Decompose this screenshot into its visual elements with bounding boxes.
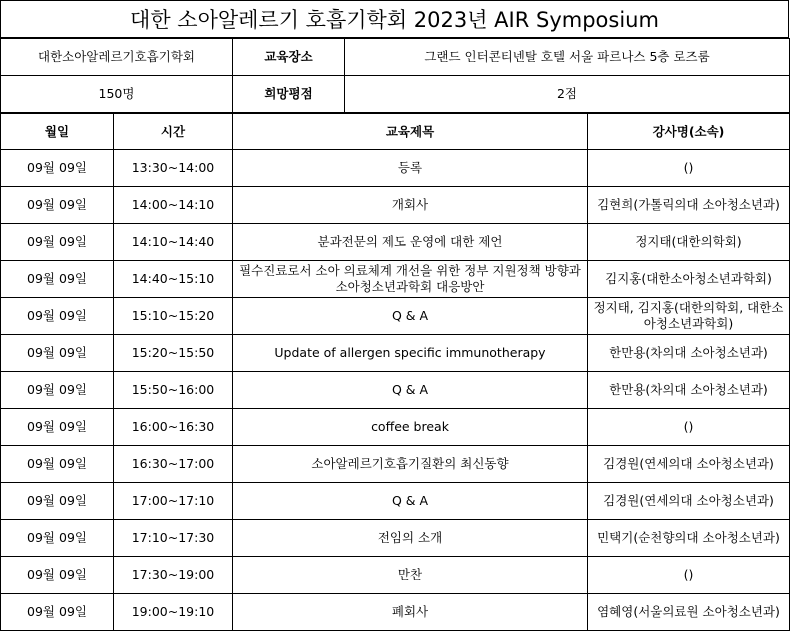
cell-time: 16:30~17:00 bbox=[114, 446, 233, 483]
cell-time: 17:30~19:00 bbox=[114, 557, 233, 594]
cell-speaker: () bbox=[588, 409, 790, 446]
cell-date: 09월 09일 bbox=[1, 335, 114, 372]
header-speaker: 강사명(소속) bbox=[588, 114, 790, 150]
cell-time: 16:00~16:30 bbox=[114, 409, 233, 446]
cell-topic: 등록 bbox=[233, 150, 588, 187]
table-row bbox=[1, 187, 790, 224]
cell-speaker: 염혜영(서울의료원 소아청소년과) bbox=[588, 594, 790, 631]
cell-date: 09월 09일 bbox=[1, 483, 114, 520]
table-row bbox=[1, 520, 790, 557]
cell-topic: 폐회사 bbox=[233, 594, 588, 631]
cell-topic: 전임의 소개 bbox=[233, 520, 588, 557]
cell-speaker: 김경원(연세의대 소아청소년과) bbox=[588, 446, 790, 483]
cell-time: 14:00~14:10 bbox=[114, 187, 233, 224]
header-time: 시간 bbox=[114, 114, 233, 150]
table-header bbox=[1, 114, 790, 150]
cell-time: 17:10~17:30 bbox=[114, 520, 233, 557]
header-date: 월일 bbox=[1, 114, 114, 150]
score-label: 희망평점 bbox=[233, 76, 345, 113]
cell-date: 09월 09일 bbox=[1, 594, 114, 631]
cell-time: 17:00~17:10 bbox=[114, 483, 233, 520]
table-row bbox=[1, 224, 790, 261]
cell-speaker: () bbox=[588, 557, 790, 594]
cell-time: 15:20~15:50 bbox=[114, 335, 233, 372]
table-row bbox=[1, 483, 790, 520]
cell-date: 09월 09일 bbox=[1, 150, 114, 187]
table-row bbox=[1, 298, 790, 335]
cell-date: 09월 09일 bbox=[1, 520, 114, 557]
cell-time: 14:10~14:40 bbox=[114, 224, 233, 261]
cell-topic: 개회사 bbox=[233, 187, 588, 224]
score-value: 2점 bbox=[345, 76, 790, 113]
cell-date: 09월 09일 bbox=[1, 261, 114, 298]
cell-time: 19:00~19:10 bbox=[114, 594, 233, 631]
cell-date: 09월 09일 bbox=[1, 224, 114, 261]
cell-speaker: 김경원(연세의대 소아청소년과) bbox=[588, 483, 790, 520]
table-row bbox=[1, 372, 790, 409]
cell-date: 09월 09일 bbox=[1, 557, 114, 594]
table-row bbox=[1, 150, 790, 187]
cell-speaker: 정지태(대한의학회) bbox=[588, 224, 790, 261]
cell-topic: 분과전문의 제도 운영에 대한 제언 bbox=[233, 224, 588, 261]
table-row bbox=[1, 335, 790, 372]
table-row bbox=[1, 557, 790, 594]
table-row bbox=[1, 594, 790, 631]
organizer-cell: 대한소아알레르기호흡기학회 bbox=[1, 39, 233, 76]
cell-time: 13:30~14:00 bbox=[114, 150, 233, 187]
cell-date: 09월 09일 bbox=[1, 298, 114, 335]
schedule-table bbox=[0, 113, 790, 631]
schedule-body bbox=[1, 150, 790, 631]
page-title: 대한 소아알레르기 호흡기학회 2023년 AIR Symposium bbox=[0, 0, 789, 38]
cell-time: 14:40~15:10 bbox=[114, 261, 233, 298]
cell-time: 15:50~16:00 bbox=[114, 372, 233, 409]
cell-speaker: 정지태, 김지홍(대한의학회, 대한소아청소년과학회) bbox=[588, 298, 790, 335]
cell-topic: coffee break bbox=[233, 409, 588, 446]
cell-topic: 소아알레르기호흡기질환의 최신동향 bbox=[233, 446, 588, 483]
cell-speaker: 한만용(차의대 소아청소년과) bbox=[588, 372, 790, 409]
table-row bbox=[1, 409, 790, 446]
venue-value: 그랜드 인터콘티넨탈 호텔 서울 파르나스 5층 로즈룸 bbox=[345, 39, 790, 76]
header-topic: 교육제목 bbox=[233, 114, 588, 150]
cell-speaker: 민택기(순천향의대 소아청소년과) bbox=[588, 520, 790, 557]
venue-label: 교육장소 bbox=[233, 39, 345, 76]
cell-time: 15:10~15:20 bbox=[114, 298, 233, 335]
cell-topic: Update of allergen specific immunotherapy bbox=[233, 335, 588, 372]
cell-topic: 필수진료로서 소아 의료체계 개선을 위한 정부 지원정책 방향과 소아청소년과학회 대응방안 bbox=[233, 261, 588, 298]
cell-speaker: 김지홍(대한소아청소년과학회) bbox=[588, 261, 790, 298]
cell-speaker: 한만용(차의대 소아청소년과) bbox=[588, 335, 790, 372]
info-table bbox=[0, 38, 790, 113]
cell-speaker: 김현희(가톨릭의대 소아청소년과) bbox=[588, 187, 790, 224]
cell-date: 09월 09일 bbox=[1, 409, 114, 446]
table-row bbox=[1, 446, 790, 483]
cell-date: 09월 09일 bbox=[1, 187, 114, 224]
cell-topic: Q & A bbox=[233, 372, 588, 409]
cell-date: 09월 09일 bbox=[1, 446, 114, 483]
cell-topic: 만찬 bbox=[233, 557, 588, 594]
cell-date: 09월 09일 bbox=[1, 372, 114, 409]
cell-topic: Q & A bbox=[233, 483, 588, 520]
cell-topic: Q & A bbox=[233, 298, 588, 335]
capacity-cell: 150명 bbox=[1, 76, 233, 113]
table-row bbox=[1, 261, 790, 298]
cell-speaker: () bbox=[588, 150, 790, 187]
